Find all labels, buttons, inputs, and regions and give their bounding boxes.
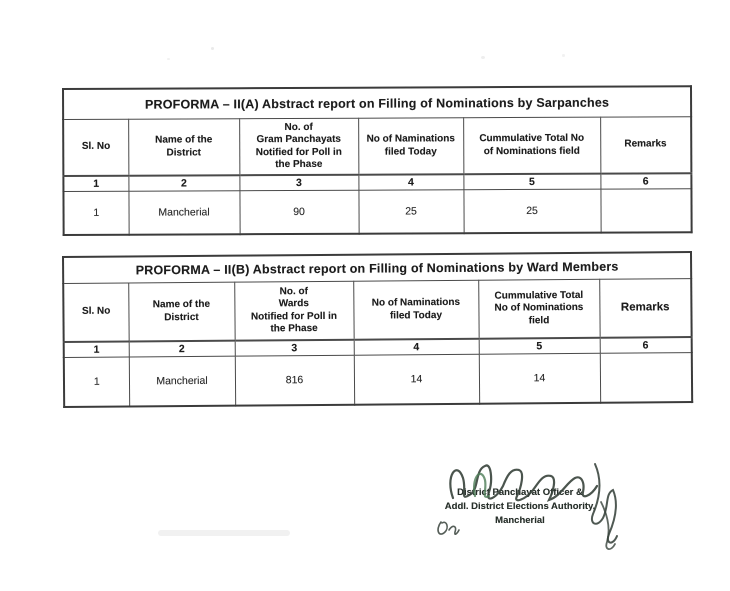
- cell-filed-today: 14: [354, 354, 479, 404]
- cell-filed-today: 25: [358, 190, 463, 234]
- handwritten-signature: [415, 452, 655, 562]
- cell-cumulative-total: 14: [479, 353, 600, 403]
- header-wards-notified: No. of Wards Notified for Poll in the Phase: [234, 281, 353, 340]
- proforma-iia-title: PROFORMA – II(A) Abstract report on Filling of Nominations by Sarpanches: [63, 86, 691, 119]
- col-number: 4: [358, 174, 463, 190]
- scan-speck: [211, 47, 214, 50]
- table-header-row: [63, 117, 691, 176]
- cell-notified-count: 90: [239, 190, 358, 234]
- header-nominations-filed-today: No of Naminations filed Today: [358, 118, 463, 175]
- header-sl-no: Sl. No: [63, 119, 128, 176]
- col-number: 4: [354, 339, 479, 355]
- table-row: [64, 353, 692, 407]
- header-cumulative-total: Cummulative Total No of Nominations field: [478, 279, 599, 338]
- scan-speck: [481, 56, 485, 59]
- col-number: 3: [239, 175, 358, 191]
- header-cumulative-total: Cummulative Total No of Nominations field: [463, 117, 600, 174]
- scan-speck: [167, 58, 170, 60]
- col-number: 1: [63, 176, 128, 192]
- signatory-title-line2: Addl. District Elections Authority,: [444, 501, 596, 512]
- col-number: 1: [64, 341, 129, 357]
- cell-district: Mancherial: [128, 191, 239, 235]
- signatory-title-line1: District Panchayat Officer &: [457, 487, 583, 498]
- header-sl-no: Sl. No: [63, 283, 128, 342]
- signatory-place: Mancherial: [495, 515, 545, 526]
- header-gram-panchayats-notified: No. of Gram Panchayats Notified for Poll in the Phase: [239, 118, 358, 175]
- cell-notified-count: 816: [235, 355, 354, 405]
- col-number: 6: [600, 337, 692, 353]
- scan-speck: [562, 54, 565, 57]
- table-title-row: [63, 86, 691, 119]
- header-district: Name of the District: [128, 119, 239, 176]
- cell-remarks: [600, 353, 692, 403]
- col-number: 5: [463, 174, 600, 190]
- header-remarks: Remarks: [599, 279, 691, 338]
- col-number: 2: [129, 341, 235, 357]
- cell-district: Mancherial: [129, 356, 235, 406]
- header-district: Name of the District: [128, 282, 234, 341]
- scan-smudge: [158, 530, 290, 536]
- col-number: 5: [479, 338, 600, 354]
- col-number: 6: [600, 173, 691, 189]
- table-row: [63, 189, 691, 235]
- proforma-iib-table: [62, 251, 691, 408]
- header-remarks: Remarks: [600, 117, 691, 174]
- proforma-iia-table: [62, 85, 691, 236]
- cell-cumulative-total: 25: [463, 189, 600, 233]
- proforma-iib-title: PROFORMA – II(B) Abstract report on Filling of Nominations by Ward Members: [63, 252, 691, 283]
- header-nominations-filed-today: No of Naminations filed Today: [353, 280, 478, 339]
- cell-sl-no: 1: [63, 191, 128, 235]
- cell-remarks: [600, 189, 691, 233]
- col-number: 2: [128, 175, 239, 191]
- col-number: 3: [235, 340, 354, 356]
- table-header-row: [63, 279, 691, 342]
- cell-sl-no: 1: [64, 357, 129, 407]
